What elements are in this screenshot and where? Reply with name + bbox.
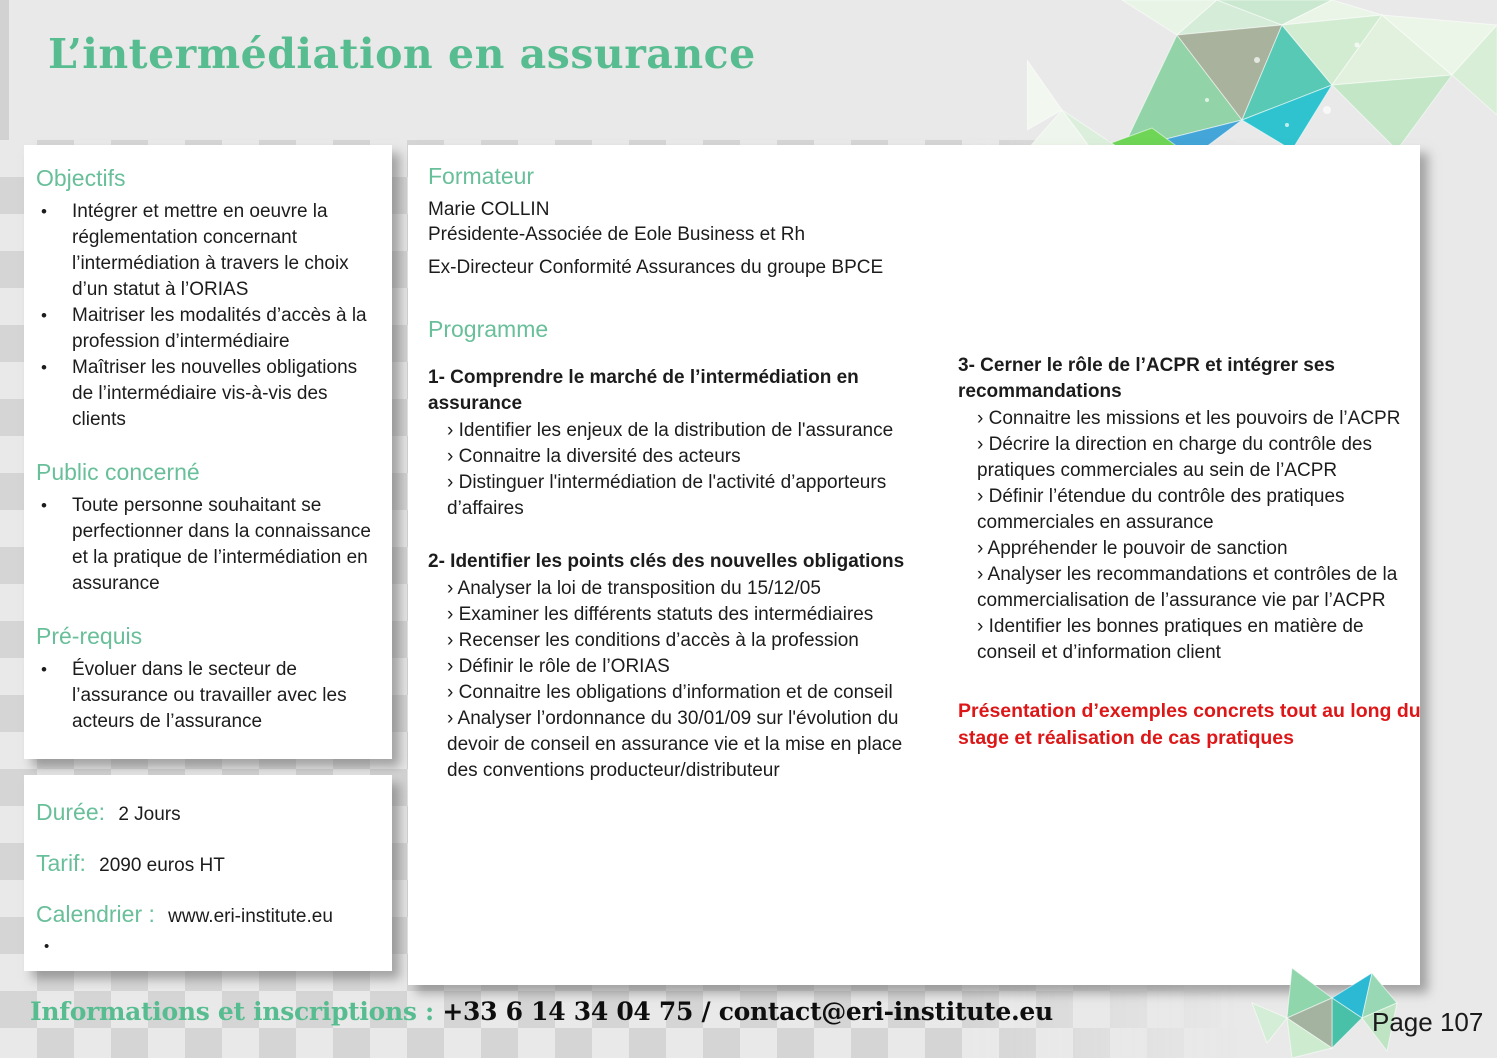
list-item [36, 355, 380, 433]
calendrier-link[interactable]: www.eri-institute.eu [168, 906, 333, 927]
programme-section-1 [428, 365, 920, 522]
practical-cases-note: Présentation d’exemples concrets tout au long du stage et réalisation de cas pratiques [958, 700, 1421, 749]
main-content-card [408, 145, 1420, 985]
tarif-row [36, 850, 380, 877]
duree-row [36, 799, 380, 826]
section-item: › Analyser la loi de transposition du 15/12/05 [447, 578, 821, 599]
triangle-pattern-top-decoration [1027, 0, 1497, 150]
section-item: › Distinguer l'intermédiation de l'activité d’apporteurs d’affaires [447, 472, 887, 519]
bullet-glyph: • [41, 660, 47, 679]
section-title: 3- Cerner le rôle de l’ACPR et intégrer ses recommandations [958, 355, 1335, 402]
objectifs-list [36, 199, 380, 433]
section-title: 1- Comprendre le marché de l’intermédiation en assurance [428, 367, 859, 414]
section-item: › Connaitre les missions et les pouvoirs de l’ACPR [977, 408, 1401, 429]
formateur-role-1: Présidente-Associée de Eole Business et Rh [428, 224, 806, 245]
section-item: › Identifier les enjeux de la distribution de l'assurance [447, 420, 894, 441]
duree-value: 2 Jours [118, 804, 181, 825]
footer-contact-line [30, 997, 1053, 1026]
tarif-label: Tarif: [36, 850, 86, 876]
objectifs-heading: Objectifs [36, 165, 126, 191]
section-item: › Connaitre la diversité des acteurs [447, 446, 741, 467]
footer-contact[interactable]: +33 6 14 34 04 75 / contact@eri-institute.eu [442, 997, 1053, 1026]
list-item [36, 657, 380, 735]
section-item: › Décrire la direction en charge du contrôle des pratiques commerciales au sein de l’ACPR [977, 434, 1372, 481]
duree-label: Durée: [36, 799, 106, 825]
programme-heading: Programme [428, 316, 549, 342]
prerequis-list [36, 657, 380, 735]
bullet-glyph: • [44, 938, 50, 955]
sidebar-card-infos [24, 775, 392, 971]
objectifs-item-text: Maîtriser les nouvelles obligations de l’intermédiaire vis-à-vis des clients [72, 357, 358, 430]
section-item: › Connaitre les obligations d’information et de conseil [447, 682, 893, 703]
bullet-glyph: • [41, 496, 47, 515]
formateur-role-2: Ex-Directeur Conformité Assurances du groupe BPCE [428, 257, 884, 278]
programme-section-3 [958, 353, 1426, 666]
prerequis-item-text: Évoluer dans le secteur de l’assurance ou travailler avec les acteurs de l’assurance [72, 659, 347, 732]
public-heading: Public concerné [36, 459, 200, 485]
section-item: › Appréhender le pouvoir de sanction [977, 538, 1288, 559]
objectifs-item-text: Maitriser les modalités d’accès à la profession d’intermédiaire [72, 305, 367, 352]
section-item: › Définir l’étendue du contrôle des pratiques commerciales en assurance [977, 486, 1345, 533]
calendrier-row [36, 901, 380, 928]
left-edge-strip [0, 0, 9, 140]
formateur-name: Marie COLLIN [428, 199, 550, 220]
programme-column-2 [958, 353, 1426, 811]
bullet-glyph: • [41, 202, 47, 221]
list-item [36, 493, 380, 597]
section-item: › Identifier les bonnes pratiques en matière de conseil et d’information client [977, 616, 1364, 663]
section-item: › Analyser les recommandations et contrôles de la commercialisation de l’assurance vie par l’ACPR [977, 564, 1398, 611]
section-item: › Recenser les conditions d’accès à la profession [447, 630, 859, 651]
calendrier-label: Calendrier : [36, 901, 155, 927]
prerequis-heading: Pré-requis [36, 623, 143, 649]
bullet-glyph: • [41, 358, 47, 377]
formateur-heading: Formateur [428, 163, 535, 189]
section-item: › Examiner les différents statuts des intermédiaires [447, 604, 874, 625]
footer-label: Informations et inscriptions : [30, 997, 434, 1026]
programme-section-2 [428, 549, 920, 784]
section-item: › Analyser l’ordonnance du 30/01/09 sur l'évolution du devoir de conseil en assurance vie et la mise en place des conventions producteur/distributeur [447, 708, 903, 781]
section-title: 2- Identifier les points clés des nouvelles obligations [428, 551, 905, 572]
page-title: L’intermédiation en assurance [48, 30, 756, 78]
programme-columns [428, 355, 1421, 811]
public-list [36, 493, 380, 597]
objectifs-item-text: Intégrer et mettre en oeuvre la réglementation concernant l’intermédiation à travers le choix d’un statut à l’ORIAS [72, 201, 349, 300]
section-item: › Définir le rôle de l’ORIAS [447, 656, 670, 677]
list-item [36, 199, 380, 303]
sidebar-card-objectives [24, 145, 392, 759]
page-number: Page 107 [1372, 1007, 1484, 1037]
tarif-value: 2090 euros HT [99, 855, 225, 876]
programme-column-1 [428, 365, 920, 811]
list-item [36, 303, 380, 355]
public-item-text: Toute personne souhaitant se perfectionner dans la connaissance et la pratique de l’intermédiation en assurance [72, 495, 371, 594]
bullet-glyph: • [41, 306, 47, 325]
